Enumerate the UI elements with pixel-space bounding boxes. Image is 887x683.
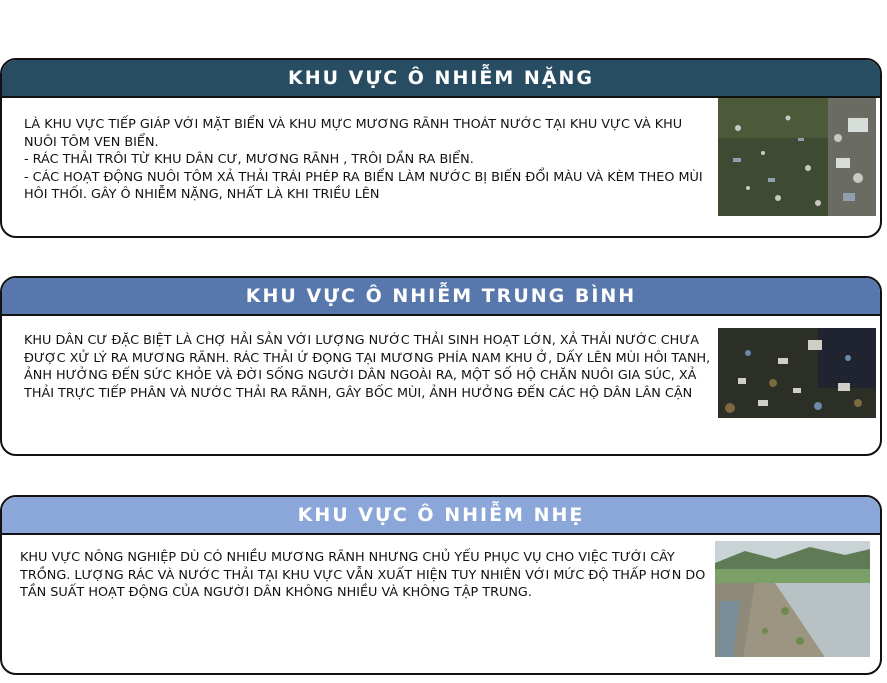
- polluted-shore-photo: [718, 98, 876, 216]
- polluted-canal-photo: [718, 328, 876, 418]
- section-text: LÀ KHU VỰC TIẾP GIÁP VỚI MẶT BIỂN VÀ KHU MỰC MƯƠNG RÃNH THOÁT NƯỚC TẠI KHU VỰC VÀ KHU NUÔI TÔM VEN BIỂN. - RÁC THẢI TRÔI TỪ KHU DÂN CƯ, MƯƠNG RÃNH , TRÔI DẦN RA BIỂN. - CÁC HOẠT ĐỘNG NUÔI TÔM XẢ THẢI TRÁI PHÉP RA BIỂN LÀM NƯỚC BỊ BIẾN ĐỔI MÀU VÀ KÈM THEO MÙI HÔI THỐI. GÂY Ô NHIỄM NẶNG, NHẤT LÀ KHI TRIỀU LÊN: [24, 117, 703, 202]
- section-text: KHU VỰC NÔNG NGHIỆP DÙ CÓ NHIỀU MƯƠNG RÃNH NHƯNG CHỦ YẾU PHỤC VỤ CHO VIỆC TƯỚI CÂY TRỒNG. LƯỢNG RÁC VÀ NƯỚC THẢI TẠI KHU VỰC VẪN XUẤT HIỆN TUY NHIÊN VỚI MỨC ĐỘ THẤP HƠN DO TẦN SUẤT HOẠT ĐỘNG CỦA NGƯỜI DÂN KHÔNG NHIỀU VÀ KHÔNG TẬP TRUNG.: [20, 550, 706, 600]
- section-title: KHU VỰC Ô NHIỄM NẶNG: [287, 67, 595, 89]
- section-header-light: [2, 497, 880, 535]
- rice-field-canal-photo: [715, 541, 870, 657]
- section-header-medium: [2, 278, 880, 316]
- section-title: KHU VỰC Ô NHIỄM NHẸ: [297, 504, 585, 526]
- section-card-heavy: [0, 58, 882, 238]
- section-header-heavy: [2, 60, 880, 98]
- section-text: KHU DÂN CƯ ĐẶC BIỆT LÀ CHỢ HẢI SẢN VỚI LƯỢNG NƯỚC THẢI SINH HOẠT LỚN, XẢ THẢI NƯỚC CHƯA ĐƯỢC XỬ LÝ RA MƯƠNG RÃNH. RÁC THẢI Ứ ĐỌNG TẠI MƯƠNG PHÍA NAM KHU Ở, DẤY LÊN MÙI HÔI TANH, ẢNH HƯỞNG ĐẾN SỨC KHỎE VÀ ĐỜI SỐNG NGƯỜI DÂN NGOÀI RA, MỘT SỐ HỘ CHĂN NUÔI GIA SÚC, XẢ THẢI TRỰC TIẾP PHÂN VÀ NƯỚC THẢI RA RÃNH, GÂY BỐC MÙI, ẢNH HƯỞNG ĐẾN CÁC HỘ DÂN LÂN CẬN: [24, 333, 711, 401]
- section-title: KHU VỰC Ô NHIỄM TRUNG BÌNH: [245, 285, 637, 307]
- section-card-medium: [0, 276, 882, 456]
- section-card-light: [0, 495, 882, 675]
